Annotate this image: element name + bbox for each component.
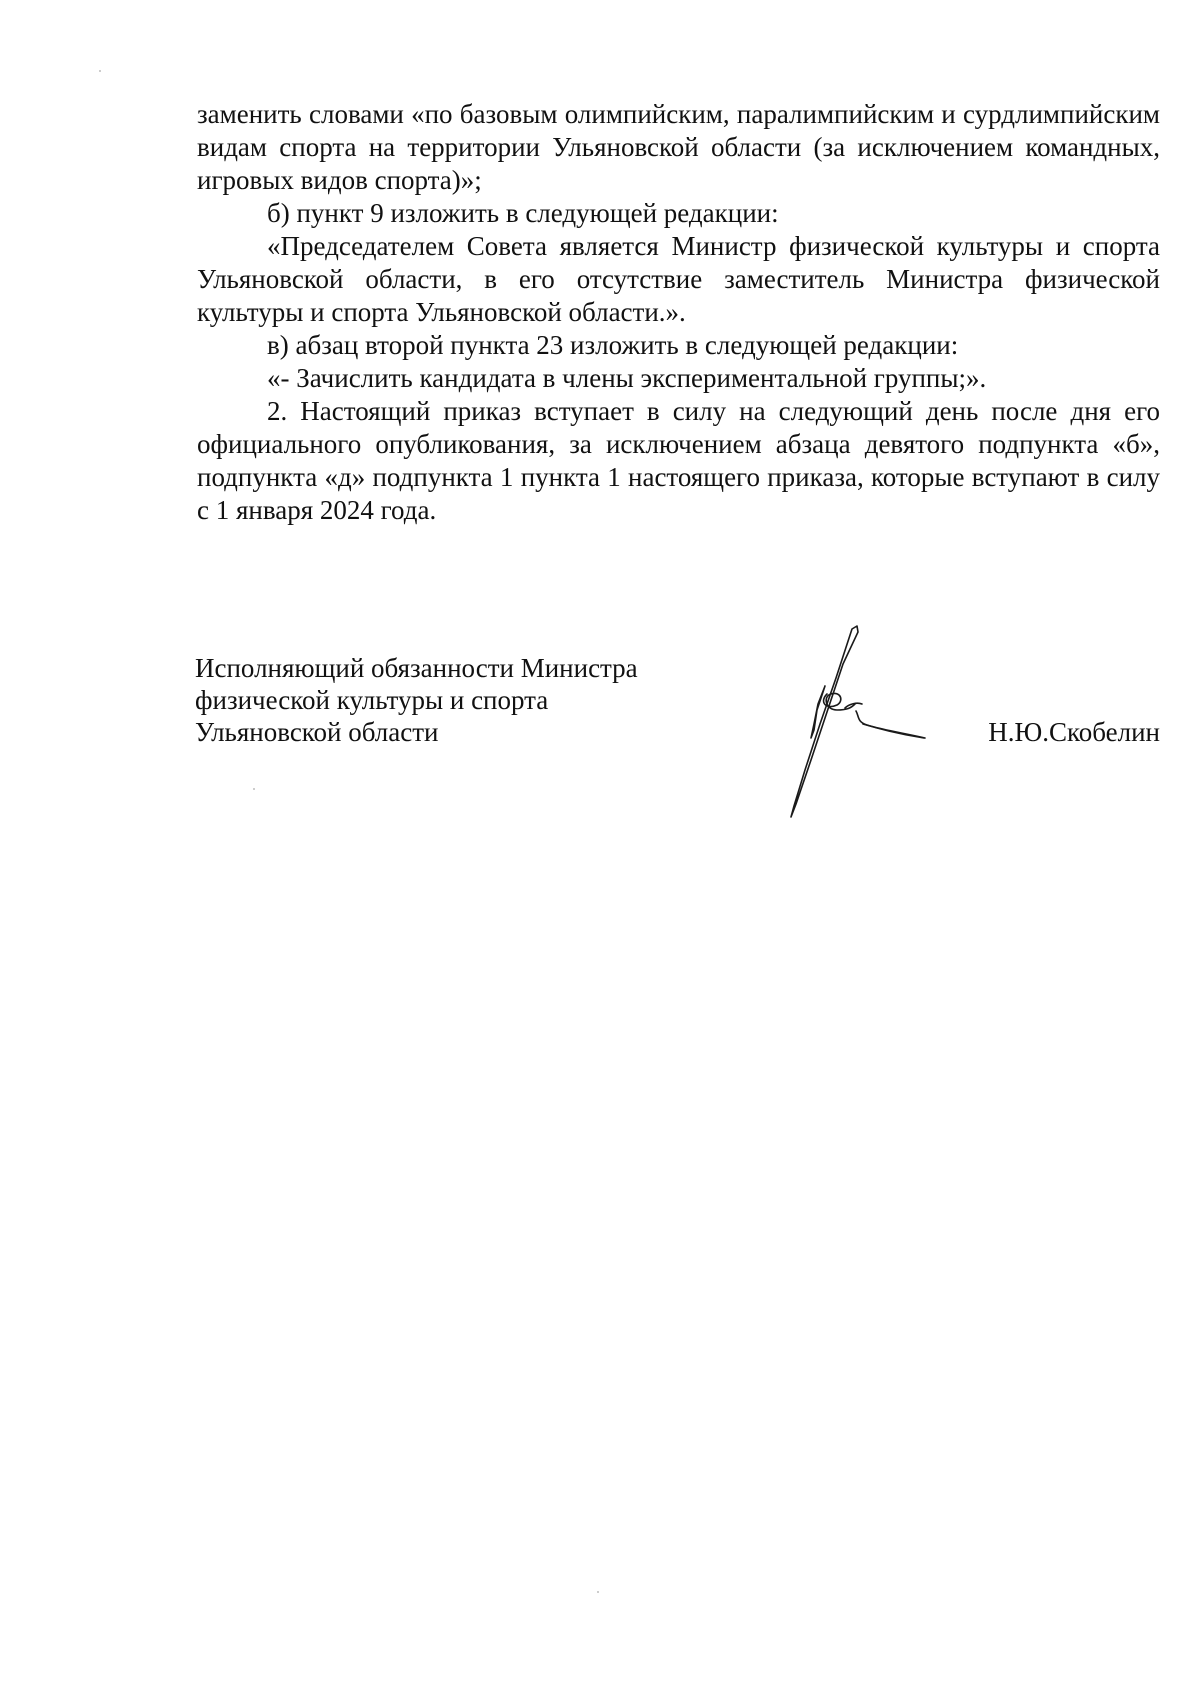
paragraph-line: спорта Ульяновской области, в его отсутствие заместитель Министра (197, 231, 1160, 294)
signature-block (195, 652, 1160, 832)
paragraph-item-b (197, 197, 1160, 230)
paragraph-line: «- Зачислить кандидата в члены экспериментальной группы;». (267, 363, 987, 393)
scan-speck (99, 70, 101, 72)
paragraph-line: вступают в силу с 1 января 2024 года. (197, 462, 1161, 525)
paragraph-replacement-text (197, 98, 1160, 197)
handwritten-signature (725, 620, 935, 830)
paragraph-line: в) абзац второй пункта 23 изложить в следующей редакции: (267, 330, 959, 360)
paragraph-line: и сурдлимпийским видам спорта на территории Ульяновской области (197, 99, 1160, 162)
paragraph-line: (за исключением командных, игровых видов спорта)»; (197, 132, 1161, 195)
signatory-title-line: Ульяновской области (195, 717, 439, 747)
paragraph-line: официального опубликования, за исключением абзаца девятого подпункта (197, 429, 1099, 459)
signatory-title-line: физической культуры и спорта (195, 685, 549, 715)
paragraph-line: «б», подпункта «д» подпункта 1 пункта 1 настоящего приказа, которые (197, 429, 1161, 492)
scan-speck (253, 788, 255, 790)
paragraph-line: физической культуры и спорта Ульяновской области.». (197, 264, 1160, 327)
paragraph-line: заменить словами «по базовым олимпийским, паралимпийским (197, 99, 935, 129)
signatory-title (195, 652, 638, 748)
document-body (197, 98, 1160, 527)
paragraph-line: б) пункт 9 изложить в следующей редакции: (267, 198, 779, 228)
paragraph-chairman-quote (197, 230, 1160, 329)
scan-speck (597, 1591, 599, 1593)
paragraph-item-v (197, 329, 1160, 362)
paragraph-line: «Председателем Совета является Министр физической культуры и (267, 231, 1071, 261)
signatory-title-line: Исполняющий обязанности Министра (195, 653, 638, 683)
paragraph-effective-date (197, 395, 1160, 527)
paragraph-enrollment-quote (197, 362, 1160, 395)
signatory-name: Н.Ю.Скобелин (988, 717, 1160, 747)
paragraph-line: 2. Настоящий приказ вступает в силу на следующий день после дня его (267, 396, 1160, 426)
